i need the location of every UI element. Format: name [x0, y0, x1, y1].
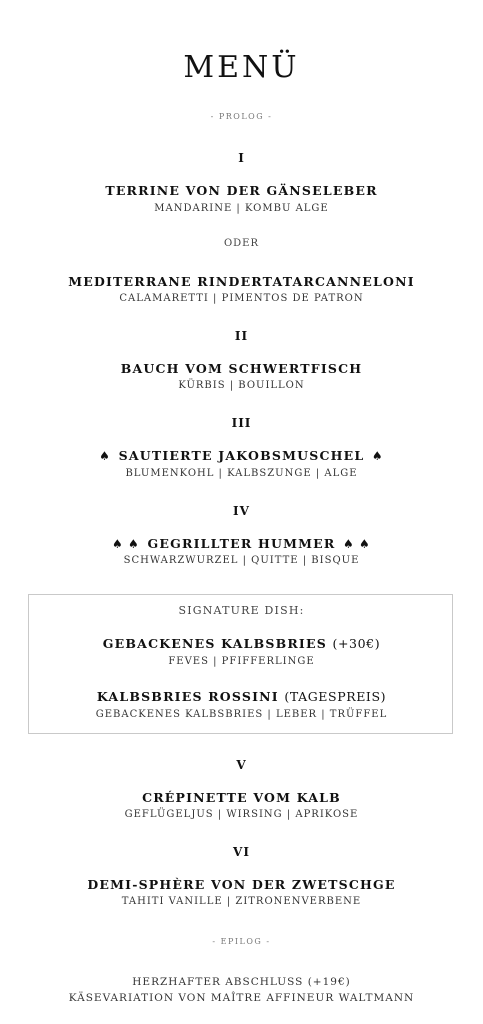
leaf-icon: ♠	[359, 537, 371, 551]
prolog-label: - PROLOG -	[210, 112, 273, 121]
course-4-description: SCHWARZWURZEL | QUITTE | BISQUE	[123, 555, 360, 566]
course-number-5: V	[236, 758, 247, 772]
course-5-description: GEFLÜGELJUS | WIRSING | APRIKOSE	[124, 809, 359, 820]
course-5-dish: CRÉPINETTE VOM KALB	[142, 790, 341, 805]
course-4-dish: GEGRILLTER HUMMER	[147, 536, 336, 551]
course-2-description: KÜRBIS | BOUILLON	[178, 380, 305, 391]
signature-dish-1-description: FEVES | PFIFFERLINGE	[168, 656, 315, 667]
course-3-description: BLUMENKOHL | KALBSZUNGE | ALGE	[125, 468, 358, 479]
course-number-6: VI	[233, 845, 250, 859]
signature-dish-1: GEBACKENES KALBSBRIES	[102, 636, 327, 651]
epilog-label: - EPILOG -	[212, 937, 271, 946]
course-1-description: MANDARINE | KOMBU ALGE	[154, 203, 329, 214]
or-label: ODER	[223, 238, 260, 249]
signature-dish-2-price: (TAGESPREIS)	[284, 689, 387, 704]
leaf-icon: ♠	[127, 537, 140, 551]
course-number-1: I	[238, 151, 245, 165]
course-6-description: TAHITI VANILLE | ZITRONENVERBENE	[121, 896, 362, 907]
signature-dish-2: KALBSBRIES ROSSINI	[96, 689, 279, 704]
course-6-dish: DEMI-SPHÈRE VON DER ZWETSCHGE	[87, 877, 396, 892]
course-number-4: IV	[233, 504, 250, 518]
leaf-icon: ♠	[112, 537, 124, 551]
epilog-line-1: HERZHAFTER ABSCHLUSS (+19€)	[132, 976, 351, 988]
course-number-3: III	[231, 416, 252, 430]
signature-dish-1-line	[0, 636, 483, 651]
course-1-alt-description: CALAMARETTI | PIMENTOS DE PATRON	[119, 293, 364, 304]
course-3-dish-line	[0, 448, 483, 463]
page-title: MENÜ	[183, 50, 300, 85]
course-number-2: II	[234, 329, 249, 343]
signature-label: SIGNATURE DISH:	[178, 604, 305, 617]
course-2-dish: BAUCH VOM SCHWERTFISCH	[120, 361, 363, 376]
signature-dish-2-line	[0, 689, 483, 704]
leaf-icon: ♠	[371, 449, 384, 463]
course-4-dish-line	[0, 536, 483, 551]
course-1-dish: TERRINE VON DER GÄNSELEBER	[105, 183, 378, 198]
leaf-icon: ♠	[99, 449, 112, 463]
epilog-line-2: KÄSEVARIATION VON MAÎTRE AFFINEUR WALTMANN	[68, 992, 415, 1004]
leaf-icon: ♠	[343, 537, 355, 551]
course-1-alt-dish: MEDITERRANE RINDERTATARCANNELONI	[68, 274, 415, 289]
signature-dish-1-price: (+30€)	[332, 636, 381, 651]
signature-dish-2-description: GEBACKENES KALBSBRIES | LEBER | TRÜFFEL	[95, 709, 388, 720]
course-3-dish: SAUTIERTE JAKOBSMUSCHEL	[118, 448, 365, 463]
